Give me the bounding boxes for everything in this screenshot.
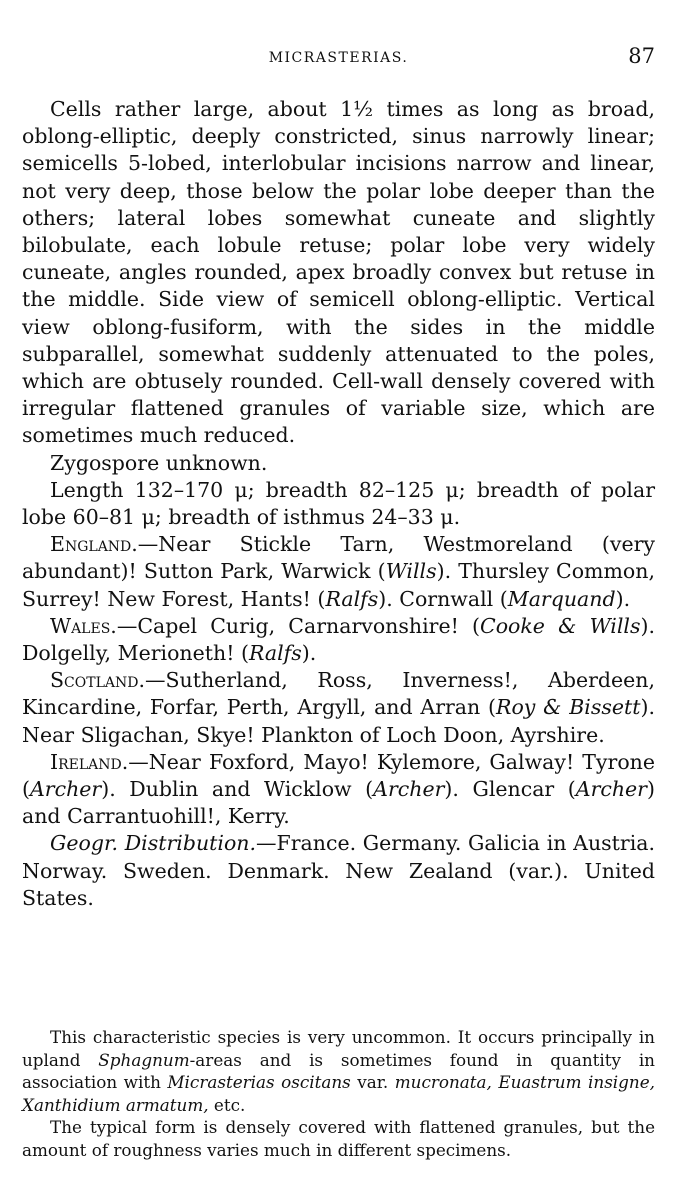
note1-text-b: -areas and is sometimes found in quantity in association with — [22, 1049, 655, 1092]
page-number: 87 — [628, 44, 655, 68]
locality-wales — [22, 613, 655, 667]
england-collector-2: Ralfs — [325, 586, 379, 611]
england-text-1: —Near Stickle Tarn, Westmoreland (very abundant)! Sutton Park, Warwick ( — [22, 532, 655, 584]
locality-ireland — [22, 749, 655, 831]
geographic-distribution — [22, 830, 655, 912]
wales-collector-1: Cooke & Wills — [480, 613, 641, 638]
scotland-collector-1: Roy & Bissett — [496, 695, 641, 720]
ireland-text-4: ) and Carrantuohill!, Kerry. — [22, 777, 655, 829]
zygospore-note: Zygospore unknown. — [50, 450, 268, 475]
description-paragraph: Cells rather large, about 1½ times as long as broad, oblong-elliptic, deeply constricted, sinus narrowly linear; semicells 5-lobed, interlobular incisions narrow and linear, not very deep, those below the polar lobe deeper than the others; lateral lobes somewhat cuneate and slightly bilobulate, each lobule retuse; polar lobe very widely cuneate, angles rounded, apex broadly convex but retuse in the middle. Side view of semicell oblong-elliptic. Vertical view oblong-fusiform, with the sides in the middle subparallel, somewhat suddenly attenuated to the poles, which are obtusely rounded. Cell-wall densely covered with irregular flattened granules of variable size, which are sometimes much reduced. — [22, 97, 655, 448]
wales-text-3: ). — [301, 641, 317, 666]
region-label-england: England. — [50, 532, 138, 557]
england-collector-3: Marquand — [507, 586, 616, 611]
ireland-collector-1: Archer — [30, 777, 102, 802]
note1-italic-1: Sphagnum — [98, 1049, 190, 1070]
dimensions-paragraph: Length 132–170 μ; breadth 82–125 μ; breadth of polar lobe 60–81 μ; breadth of isthmus 24–33 μ. — [22, 477, 655, 530]
ireland-text-2: ). Dublin and Wicklow ( — [101, 777, 374, 802]
region-label-ireland: Ireland. — [50, 749, 129, 774]
species-description — [22, 96, 655, 912]
wales-text-1: —Capel Curig, Carnarvonshire! ( — [116, 613, 481, 638]
note1-text-a: This characteristic species is very uncommon. It occurs principally in upland — [22, 1027, 655, 1070]
england-text-4: ). — [615, 586, 631, 611]
region-label-scotland: Scotland. — [50, 668, 145, 693]
wales-collector-2: Ralfs — [248, 641, 302, 666]
england-text-3: ). Cornwall ( — [378, 586, 508, 611]
note-paragraph-2: The typical form is densely covered with flattened granules, but the amount of roughness varies much in different specimens. — [22, 1117, 655, 1160]
note1-italic-3: mucronata, Euastrum insigne, Xanthidium armatum, — [22, 1072, 655, 1115]
note1-text-d: etc. — [208, 1094, 246, 1115]
england-collector-1: Wills — [385, 559, 437, 584]
distribution-label: Geogr. Distribution. — [50, 831, 257, 856]
ireland-text-1: —Near Foxford, Mayo! Kylemore, Galway! Tyrone ( — [22, 749, 655, 802]
note1-italic-2: Micrasterias oscitans — [167, 1072, 351, 1092]
note-paragraph-1 — [22, 1026, 655, 1116]
ireland-text-3: ). Glencar ( — [444, 777, 576, 802]
wales-text-2: ). Dolgelly, Merioneth! ( — [22, 613, 655, 666]
distribution-text: —France. Germany. Galicia in Austria. Norway. Sweden. Denmark. New Zealand (var.). United States. — [22, 831, 656, 910]
species-notes — [22, 1026, 655, 1161]
scotland-text-2: ). Near Sligachan, Skye! Plankton of Loch Doon, Ayrshire. — [22, 695, 655, 747]
region-label-wales: Wales. — [50, 613, 117, 638]
ireland-collector-3: Archer — [575, 777, 647, 802]
scotland-text-1: —Sutherland, Ross, Inverness!, Aberdeen, Kincardine, Forfar, Perth, Argyll, and Arran ( — [22, 668, 655, 720]
locality-scotland — [22, 667, 655, 749]
running-head: MICRASTERIAS. — [268, 50, 409, 66]
ireland-collector-2: Archer — [373, 777, 445, 802]
locality-england — [22, 531, 655, 613]
note1-text-c: var. — [350, 1072, 395, 1092]
page-header — [22, 44, 655, 78]
england-text-2: ). Thursley Common, Surrey! New Forest, Hants! ( — [22, 559, 655, 611]
